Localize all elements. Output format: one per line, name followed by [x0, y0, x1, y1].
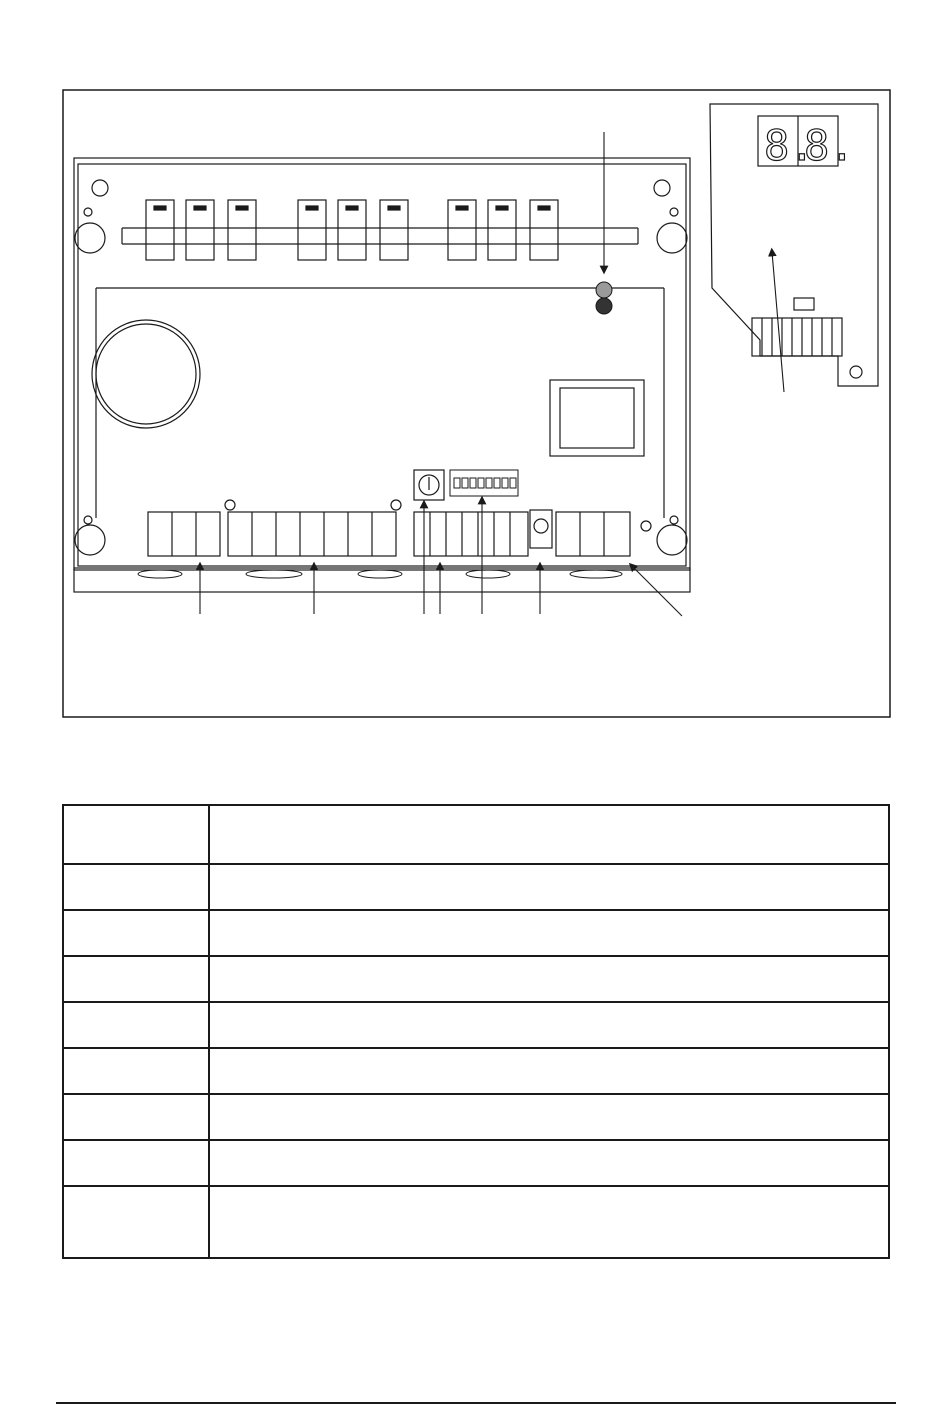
- legend-table: [62, 804, 890, 1259]
- legend-row: [63, 1048, 889, 1094]
- buzzer: [92, 320, 200, 428]
- seven-segment-display: [764, 121, 855, 170]
- legend-key: [63, 1140, 209, 1186]
- dip-switch: [450, 470, 518, 496]
- callout-leaders: [200, 132, 784, 616]
- svg-text:8.: 8.: [764, 121, 815, 170]
- microcontroller-chip: [550, 380, 644, 456]
- legend-text: [209, 1186, 889, 1258]
- legend-row: [63, 1094, 889, 1140]
- legend-text: [209, 1094, 889, 1140]
- legend-row: [63, 910, 889, 956]
- legend-key: [63, 1002, 209, 1048]
- legend-key: [63, 910, 209, 956]
- mounting-holes: [75, 180, 687, 555]
- terminal-blocks: [148, 510, 630, 556]
- legend-key: [63, 805, 209, 864]
- legend-key: [63, 1186, 209, 1258]
- legend-row: [63, 805, 889, 864]
- legend-key: [63, 1048, 209, 1094]
- svg-text:8.: 8.: [804, 121, 855, 170]
- legend-row: [63, 1186, 889, 1258]
- legend-text: [209, 864, 889, 910]
- cable-entries: [138, 570, 622, 578]
- legend-row: [63, 1002, 889, 1048]
- relay-connectors: [146, 200, 558, 260]
- legend-row: [63, 1140, 889, 1186]
- legend-text: [209, 956, 889, 1002]
- legend-row: [63, 864, 889, 910]
- legend-text: [209, 1002, 889, 1048]
- legend-text: [209, 1048, 889, 1094]
- rotary-switch: [414, 470, 444, 500]
- legend-text: [209, 805, 889, 864]
- status-leds: [596, 282, 612, 314]
- legend-text: [209, 910, 889, 956]
- legend-text: [209, 1140, 889, 1186]
- legend-row: [63, 956, 889, 1002]
- main-board: [74, 158, 690, 592]
- footer-rule: [56, 1402, 896, 1404]
- legend-key: [63, 1094, 209, 1140]
- legend-key: [63, 864, 209, 910]
- legend-key: [63, 956, 209, 1002]
